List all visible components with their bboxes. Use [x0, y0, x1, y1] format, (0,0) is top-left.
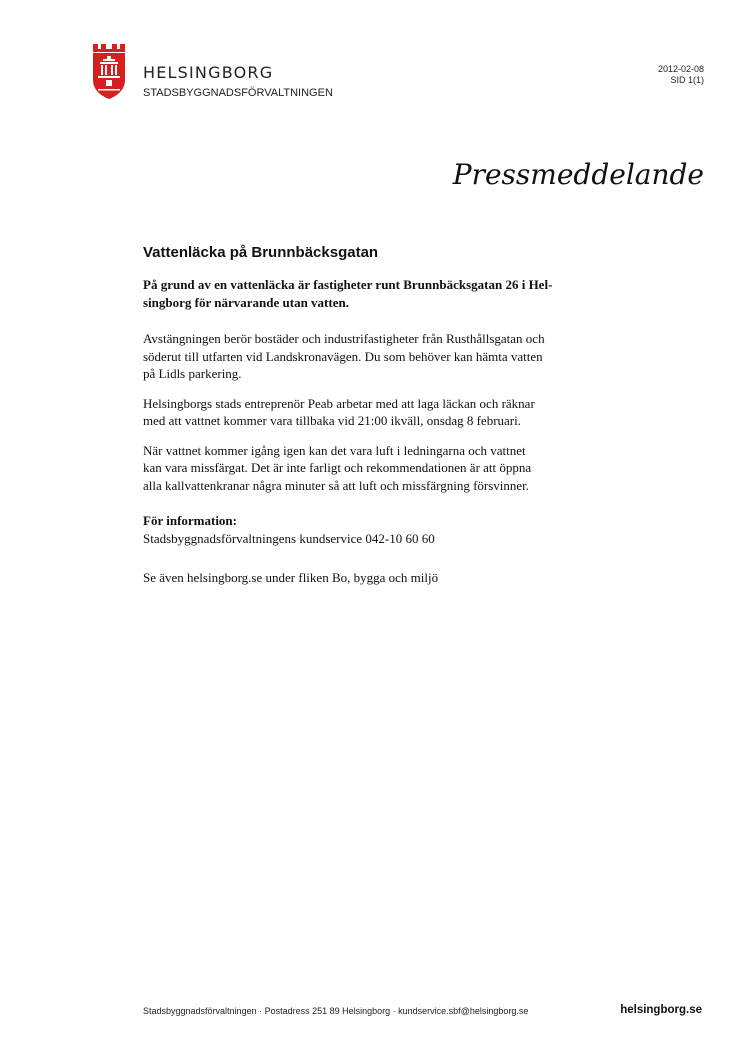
organization-name: HELSINGBORG — [143, 63, 274, 82]
paragraph-line: med att vattnet kommer vara tillbaka vid 21:00 ikväll, onsdag 8 februari. — [143, 413, 521, 428]
footer-address: Stadsbyggnadsförvaltningen · Postadress 251 89 Helsingborg · kundservice.sbf@helsingborg.se — [143, 1006, 529, 1016]
document-type-title: Pressmeddelande — [452, 158, 704, 191]
page-number: SID 1(1) — [670, 75, 704, 85]
contact-info-text: Stadsbyggnadsförvaltningens kundservice 042-10 60 60 — [143, 530, 435, 546]
paragraph-line: När vattnet kommer igång igen kan det vara luft i ledningarna och vattnet — [143, 442, 526, 458]
paragraph-line: kan vara missfärgat. Det är inte farligt och rekommendationen är att öppna — [143, 460, 532, 475]
body-paragraph — [143, 330, 623, 383]
article-body — [143, 276, 623, 599]
contact-info-label: För information: — [143, 513, 237, 528]
paragraph-line: på Lidls parkering. — [143, 366, 242, 381]
contact-info — [143, 512, 623, 547]
department-name: STADSBYGGNADSFÖRVALTNINGEN — [143, 87, 333, 99]
lead-paragraph — [143, 276, 623, 311]
see-also — [143, 569, 623, 587]
document-date: 2012-02-08 — [657, 64, 704, 74]
helsingborg-crest-icon — [92, 44, 126, 100]
body-paragraph — [143, 395, 623, 430]
paragraph-line: Avstängningen berör bostäder och industrifastigheter från Rusthållsgatan och — [143, 331, 545, 346]
document-meta — [658, 64, 704, 86]
paragraph-line: söderut till utfarten vid Landskronavägen. Du som behöver kan hämta vatten — [143, 348, 543, 364]
footer-website: helsingborg.se — [620, 1004, 702, 1016]
body-paragraph — [143, 442, 623, 495]
see-also-text: Se även helsingborg.se under fliken Bo, bygga och miljö — [143, 570, 439, 585]
paragraph-line: Helsingborgs stads entreprenör Peab arbetar med att laga läckan och räknar — [143, 395, 535, 411]
headline: Vattenläcka på Brunnbäcksgatan — [143, 244, 379, 261]
lead-line: På grund av en vattenläcka är fastigheter runt Brunnbäcksgatan 26 i Hel- — [143, 277, 553, 292]
paragraph-line: alla kallvattenkranar några minuter så att luft och missfärgning försvinner. — [143, 477, 530, 493]
lead-line: singborg för närvarande utan vatten. — [143, 294, 349, 310]
